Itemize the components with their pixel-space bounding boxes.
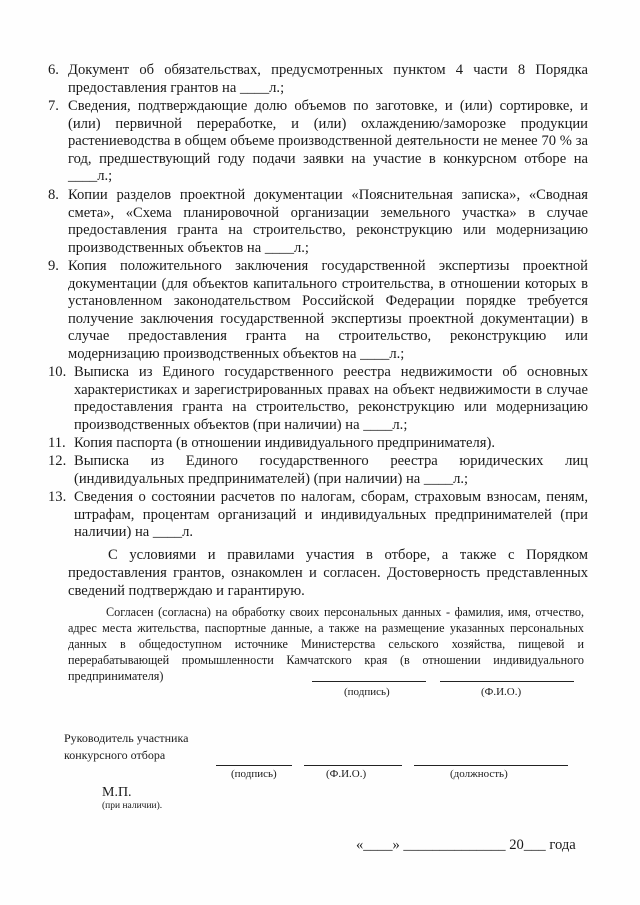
stamp-label: М.П. xyxy=(102,785,132,800)
list-item xyxy=(48,187,588,257)
list-item-text: Копия паспорта (в отношении индивидуального предпринимателя). xyxy=(74,435,495,451)
date-line[interactable]: «____» ______________ 20___ года xyxy=(356,837,576,853)
list-item-number: 8. xyxy=(48,187,59,203)
list-item xyxy=(48,453,588,488)
head-fio-line[interactable] xyxy=(304,765,402,766)
list-item xyxy=(48,258,588,364)
consent-signature-line[interactable] xyxy=(312,681,426,682)
stamp-note: (при наличии). xyxy=(102,801,163,811)
head-signature-line[interactable] xyxy=(216,765,292,766)
list-item-number: 13. xyxy=(48,489,67,505)
head-position-line[interactable] xyxy=(414,765,568,766)
list-item-text: Выписка из Единого государственного реестра юридических лиц (индивидуальных предпринимателей) (при наличии) на ____л.; xyxy=(74,453,588,487)
list-item-number: 11. xyxy=(48,435,66,451)
list-item-text: Копии разделов проектной документации «Пояснительная записка», «Сводная смета», «Схема планировочной организации земельного участка» в случае предоставления гранта на строительство, реконструкцию или модернизацию производственных объектов на ____л.; xyxy=(68,187,588,256)
list-item-number: 6. xyxy=(48,62,59,78)
list-item-text: Сведения о состоянии расчетов по налогам, сборам, страховым взносам, пеням, штрафам, процентам организаций и индивидуальных предпринимателей (при наличии) на ____л. xyxy=(74,489,588,541)
list-item-text: Сведения, подтверждающие долю объемов по заготовке, и (или) сортировке, и (или) первичной переработке, и (или) охлаждению/заморозке продукции растениеводства в общем объеме производственной деятельности не менее 70 % за год, предшествующий году подачи заявки на участие в конкурсном отборе на ____л.; xyxy=(68,98,588,185)
consent-fio-caption: (Ф.И.О.) xyxy=(481,686,522,698)
agreement-paragraph: С условиями и правилами участия в отборе, а также с Порядком предоставления грантов, ознакомлен и согласен. Достоверность представленных сведений подтверждаю и гарантирую. xyxy=(68,547,588,599)
consent-fio-line[interactable] xyxy=(440,681,574,682)
list-item xyxy=(48,489,588,542)
list-item xyxy=(48,364,588,434)
head-fio-caption: (Ф.И.О.) xyxy=(326,768,367,780)
consent-paragraph: Согласен (согласна) на обработку своих персональных данных - фамилия, имя, отчество, адрес места жительства, паспортные данные, а также на размещение указанных персональных данных в общедоступном источнике Министерства сельского хозяйства, пищевой и перерабатывающей промышленности Камчатского края (в отношении индивидуального предпринимателя) xyxy=(68,605,584,683)
list-item xyxy=(48,435,588,453)
head-label-line2: конкурсного отбора xyxy=(64,748,166,762)
list-item-text: Выписка из Единого государственного реестра недвижимости об основных характеристиках и зарегистрированных правах на объект недвижимости в случае предоставления гранта на строительство, реконструкцию или модернизацию производственных объектов (при наличии) на ____л.; xyxy=(74,364,588,433)
consent-signature-caption: (подпись) xyxy=(344,686,390,698)
list-item xyxy=(48,98,588,186)
list-item-text: Документ об обязательствах, предусмотренных пунктом 4 части 8 Порядка предоставления грантов на ____л.; xyxy=(68,62,588,96)
list-item-number: 10. xyxy=(48,364,67,380)
head-position-caption: (должность) xyxy=(450,768,508,780)
list-item-number: 7. xyxy=(48,98,59,114)
list-item-number: 12. xyxy=(48,453,67,469)
list-item-number: 9. xyxy=(48,258,59,274)
list-item-text: Копия положительного заключения государственной экспертизы проектной документации (для объектов капитального строительства, в отношении которых в установленном законодательством Российской Федерации порядке требуется получение заключения государственной экспертизы проектной документации) в случае предоставления гранта на строительство, реконструкцию или модернизацию производственных объектов на ____л.; xyxy=(68,258,588,362)
head-signature-caption: (подпись) xyxy=(231,768,277,780)
head-label-line1: Руководитель участника xyxy=(64,731,189,745)
list-item xyxy=(48,62,588,97)
